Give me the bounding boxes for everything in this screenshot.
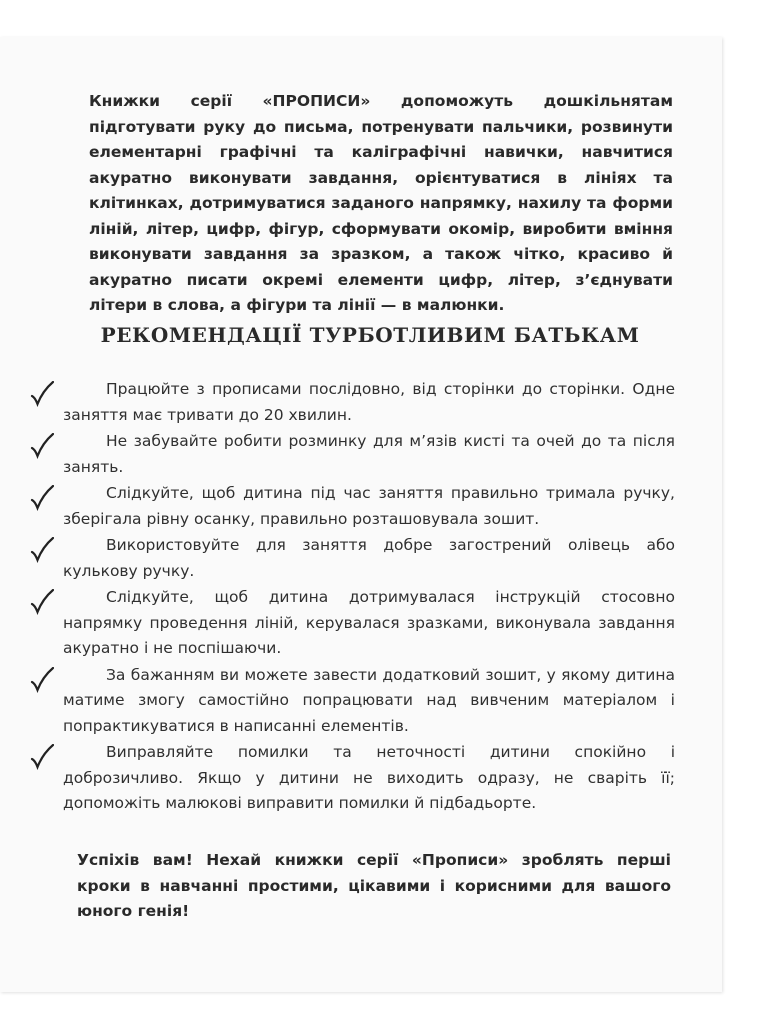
recommendation-item xyxy=(30,533,675,584)
recommendation-text: Працюйте з прописами послідовно, від сторінки до сторінки. Одне заняття має тривати до 20 хвилин. xyxy=(63,380,675,424)
checkmark-icon xyxy=(30,537,54,563)
recommendation-item xyxy=(30,429,675,480)
intro-paragraph: Книжки серії «ПРОПИСИ» допоможуть дошкільнятам підготувати руку до письма, потренувати пальчики, розвинути елементарні графічні та каліграфічні навички, навчитися акуратно виконувати завдання, орієнтуватися в лініях та клітинках, дотримуватися заданого напрямку, нахилу та форми ліній, літер, цифр, фігур, сформувати окомір, виробити вміння виконувати завдання за зразком, а також чітко, красиво й акуратно писати окремі елементи цифр, літер, з’єднувати літери в слова, а фігури та лінії — в малюнки. xyxy=(89,92,673,314)
recommendation-item xyxy=(30,663,675,740)
section-heading: РЕКОМЕНДАЦІЇ ТУРБОТЛИВИМ БАТЬКАМ xyxy=(100,323,640,347)
book-page xyxy=(0,37,722,992)
recommendation-text: За бажанням ви можете завести додатковий зошит, у якому дитина матиме змогу самостійно попрацювати над вивченим матеріалом і попрактикуватися в написанні елементів. xyxy=(63,665,675,735)
checkmark-icon xyxy=(30,744,54,770)
checkmark-icon xyxy=(30,381,54,407)
recommendation-text: Виправляйте помилки та неточності дитини спокійно і доброзичливо. Якщо у дитини не виходить одразу, не сваріть її; допоможіть малюкові виправити помилки й підбадьорте. xyxy=(63,743,675,812)
recommendation-item xyxy=(30,740,675,817)
recommendation-item xyxy=(30,377,675,428)
recommendation-item xyxy=(30,585,675,662)
recommendation-text: Слідкуйте, щоб дитина дотримувалася інструкцій стосовно напрямку проведення ліній, керувалася зразками, виконувала завдання акуратно і не поспішаючи. xyxy=(63,588,675,657)
checkmark-icon xyxy=(30,589,54,615)
checkmark-icon xyxy=(30,667,54,693)
checkmark-icon xyxy=(30,433,54,459)
recommendations-list xyxy=(30,377,675,818)
recommendation-item xyxy=(30,481,675,532)
closing-paragraph: Успіхів вам! Нехай книжки серії «Прописи» зроблять перші кроки в навчанні простими, цікавими і корисними для вашого юного генія! xyxy=(77,851,671,920)
recommendation-text: Використовуйте для заняття добре загострений олівець або кулькову ручку. xyxy=(63,536,675,580)
recommendation-text: Не забувайте робити розминку для м’язів кисті та очей до та після занять. xyxy=(63,432,675,476)
checkmark-icon xyxy=(30,485,54,511)
recommendation-text: Слідкуйте, щоб дитина під час заняття правильно тримала ручку, зберігала рівну осанку, правильно розташовувала зошит. xyxy=(63,484,675,528)
